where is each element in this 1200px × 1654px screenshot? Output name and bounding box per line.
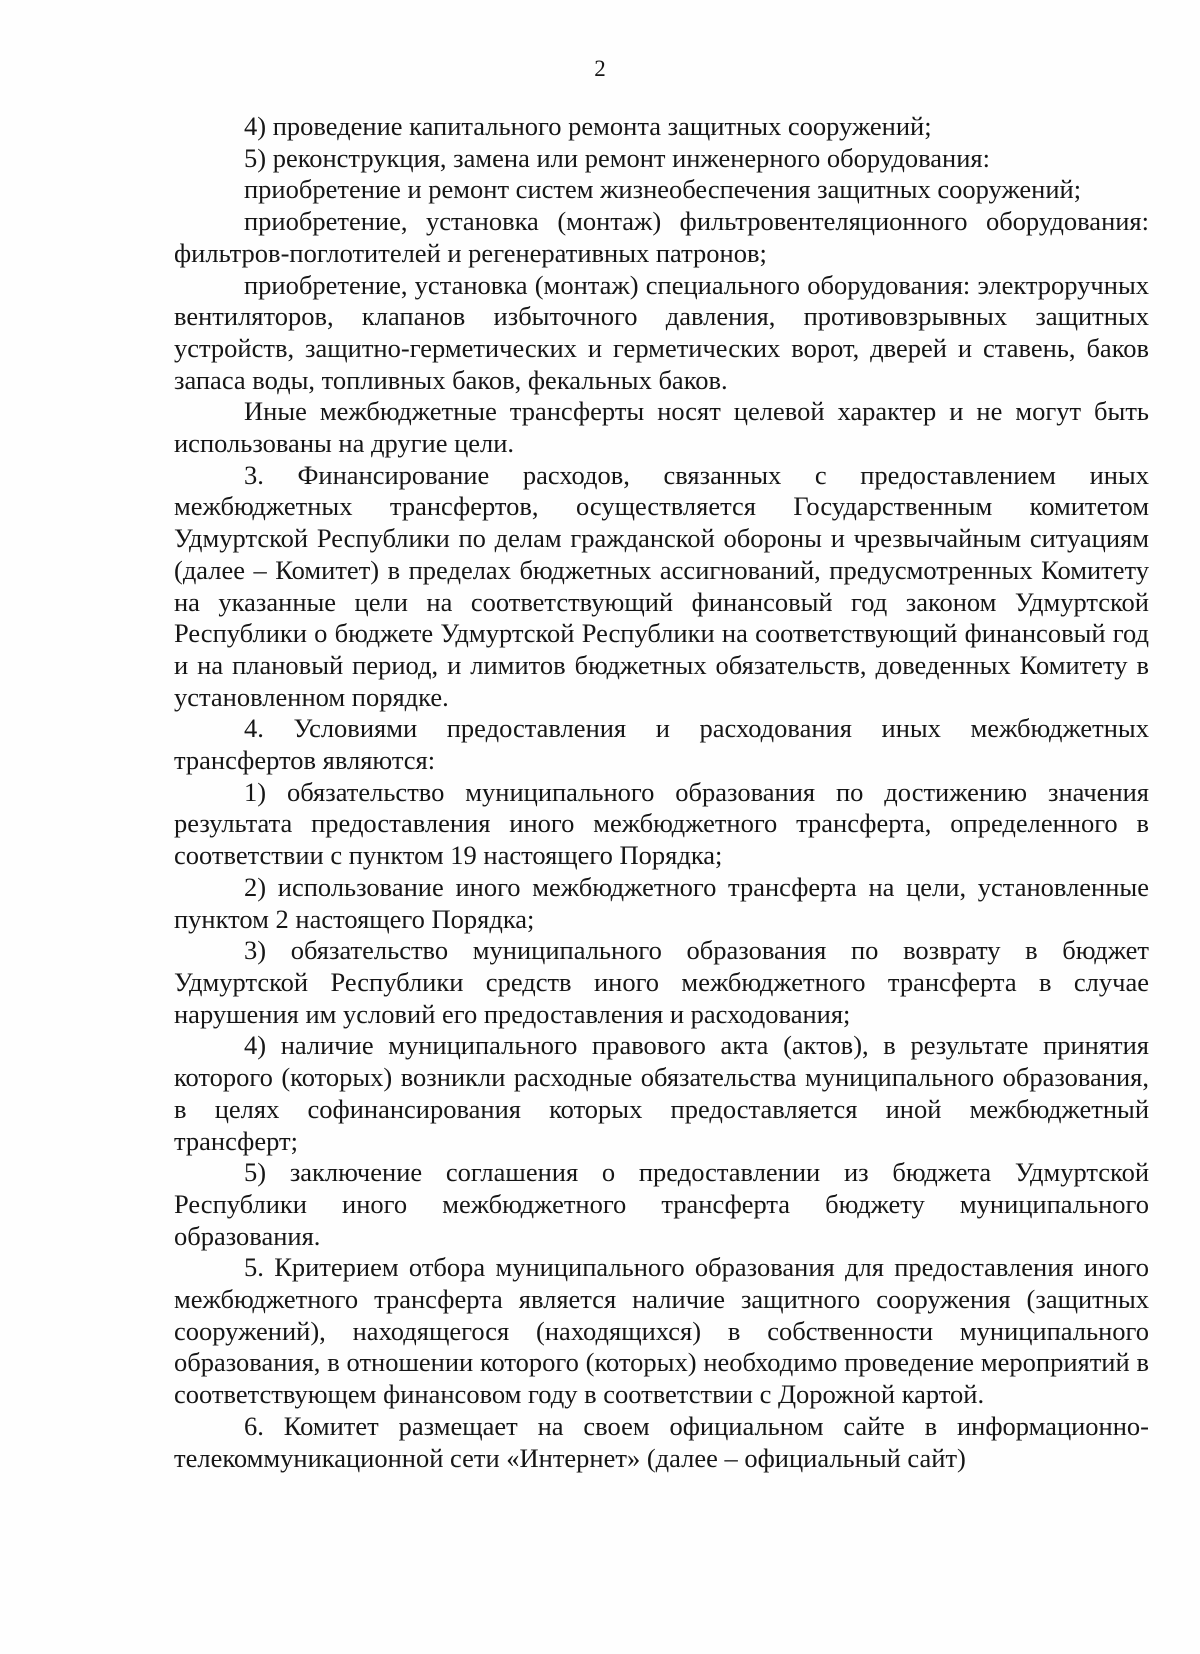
paragraph-condition-2: 2) использование иного межбюджетного трансферта на цели, установленные пунктом 2 настоящего Порядка; <box>174 871 1149 934</box>
paragraph-condition-4: 4) наличие муниципального правового акта (актов), в результате принятия которого (которых) возникли расходные обязательства муниципального образования, в целях софинансирования которых предоставляется иной межбюджетный трансферт; <box>174 1030 1149 1156</box>
paragraph-section-5: 5. Критерием отбора муниципального образования для предоставления иного межбюджетного трансферта является наличие защитного сооружения (защитных сооружений), находящегося (находящихся) в собственности муниципального образования, в отношении которого (которых) необходимо проведение мероприятий в соответствующем финансовом году в соответствии с Дорожной картой. <box>174 1252 1149 1410</box>
paragraph-life-support: приобретение и ремонт систем жизнеобеспечения защитных сооружений; <box>244 174 1082 205</box>
paragraph-target-purpose: Иные межбюджетные трансферты носят целевой характер и не могут быть использованы на другие цели. <box>174 396 1149 459</box>
paragraph-section-6: 6. Комитет размещает на своем официальном сайте в информационно-телекоммуникационной сети «Интернет» (далее – официальный сайт) <box>174 1410 1149 1473</box>
paragraph-condition-3: 3) обязательство муниципального образования по возврату в бюджет Удмуртской Республики средств иного межбюджетного трансферта в случае нарушения им условий его предоставления и расходования; <box>174 935 1149 1029</box>
paragraph-filter-ventilation: приобретение, установка (монтаж) фильтровентеляционного оборудования: фильтров-поглотителей и регенеративных патронов; <box>174 206 1149 268</box>
paragraph-special-equipment: приобретение, установка (монтаж) специального оборудования: электроручных вентиляторов, клапанов избыточного давления, противовзрывных защитных устройств, защитно-герметических и герметических ворот, дверей и ставень, баков запаса воды, топливных баков, фекальных баков. <box>174 269 1149 395</box>
paragraph-item-4: 4) проведение капитального ремонта защитных сооружений; <box>244 111 932 141</box>
paragraph-condition-1: 1) обязательство муниципального образования по достижению значения результата предоставления иного межбюджетного трансферта, определенного в соответствии с пунктом 19 настоящего Порядка; <box>174 776 1149 871</box>
paragraph-section-4: 4. Условиями предоставления и расходования иных межбюджетных трансфертов являются: <box>174 713 1149 776</box>
paragraph-item-5: 5) реконструкция, замена или ремонт инженерного оборудования: <box>244 142 990 173</box>
page-number: 2 <box>594 56 606 81</box>
paragraph-section-3: 3. Финансирование расходов, связанных с предоставлением иных межбюджетных трансфертов, осуществляется Государственным комитетом Удмуртской Республики по делам гражданской обороны и чрезвычайным ситуациям (далее – Комитет) в пределах бюджетных ассигнований, предусмотренных Комитету на указанные цели на соответствующий финансовый год законом Удмуртской Республики о бюджете Удмуртской Республики на соответствующий финансовый год и на плановый период, и лимитов бюджетных обязательств, доведенных Комитету в установленном порядке. <box>174 459 1149 712</box>
paragraph-condition-5: 5) заключение соглашения о предоставлении из бюджета Удмуртской Республики иного межбюджетного трансферта бюджету муниципального образования. <box>174 1157 1149 1251</box>
document-body <box>174 111 1149 1474</box>
